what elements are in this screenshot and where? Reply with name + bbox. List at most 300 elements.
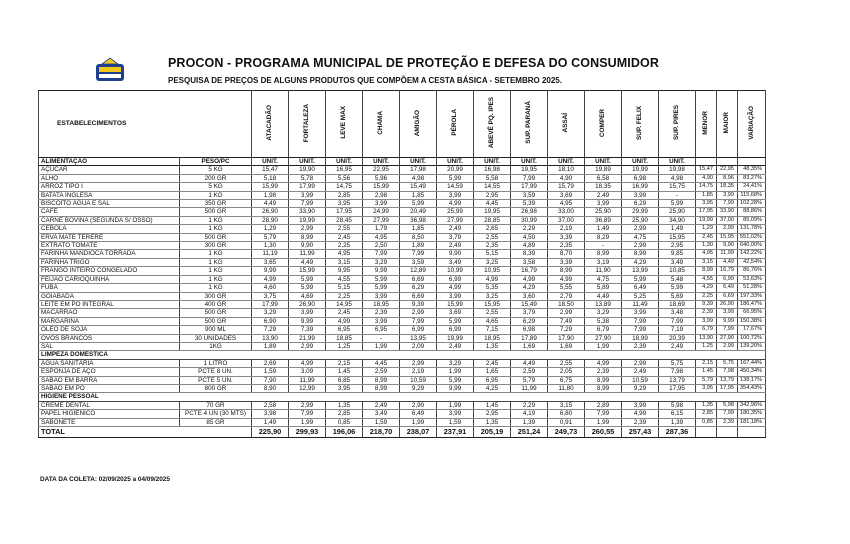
price-cell: 2,29	[511, 401, 548, 409]
min-price: 1,25	[696, 342, 717, 350]
price-cell: 1,99	[585, 342, 622, 350]
price-cell: 4,99	[585, 359, 622, 367]
price-cell: 3,39	[548, 233, 585, 241]
price-cell: 3,95	[326, 200, 363, 208]
table-row	[39, 250, 766, 258]
price-cell: 7,99	[400, 250, 437, 258]
price-cell: 7,99	[622, 317, 659, 325]
price-cell: 14,59	[437, 183, 474, 191]
min-price: 4,55	[696, 275, 717, 283]
price-cell: 6,99	[400, 326, 437, 334]
product-weight: 5 KG	[180, 183, 252, 191]
price-cell: 6,79	[585, 326, 622, 334]
min-price: 2,15	[696, 359, 717, 367]
min-price: 2,39	[696, 309, 717, 317]
price-cell: 15,99	[289, 267, 326, 275]
price-cell: 2,55	[326, 225, 363, 233]
table-row	[39, 208, 766, 216]
price-cell: 4,60	[252, 284, 289, 292]
min-price: 6,79	[696, 326, 717, 334]
price-cell: 2,45	[326, 233, 363, 241]
price-cell: 8,99	[622, 250, 659, 258]
table-row	[39, 418, 766, 426]
store-header: PÉROLA	[437, 91, 474, 158]
price-cell: 2,39	[622, 342, 659, 350]
price-cell: 3,99	[363, 317, 400, 325]
price-cell: 1,25	[326, 342, 363, 350]
price-cell: 29,99	[622, 208, 659, 216]
unit-row	[39, 158, 766, 166]
price-cell: 3,59	[511, 191, 548, 199]
min-price: 13,90	[696, 334, 717, 342]
total-cell: 205,19	[474, 427, 511, 438]
price-cell: 8,99	[363, 376, 400, 384]
price-cell: 5,99	[289, 275, 326, 283]
total-cell: 238,07	[400, 427, 437, 438]
min-price: 1,35	[696, 401, 717, 409]
price-cell: 19,99	[622, 166, 659, 174]
total-cell: 249,73	[548, 427, 585, 438]
price-cell: 7,49	[548, 317, 585, 325]
price-cell: 3,25	[474, 258, 511, 266]
table-row	[39, 368, 766, 376]
price-cell: 18,50	[548, 300, 585, 308]
price-cell: 15,47	[252, 166, 289, 174]
price-cell: 1,99	[437, 401, 474, 409]
price-cell: 4,99	[437, 284, 474, 292]
price-cell: 14,95	[326, 300, 363, 308]
product-weight: 1 KG	[180, 267, 252, 275]
price-cell: 8,99	[585, 376, 622, 384]
price-cell: 22,95	[363, 166, 400, 174]
price-cell: 28,45	[326, 216, 363, 224]
price-cell: 5,99	[659, 200, 696, 208]
table-row	[39, 359, 766, 367]
section-row	[39, 351, 766, 359]
product-weight: 1 LITRO	[180, 359, 252, 367]
total-cell: 225,90	[252, 427, 289, 438]
max-price: 37,00	[717, 216, 738, 224]
price-cell: 6,29	[511, 317, 548, 325]
table-row	[39, 384, 766, 392]
price-cell: 14,75	[326, 183, 363, 191]
product-weight: PCTE 5 UN.	[180, 376, 252, 384]
max-price: 27,90	[717, 334, 738, 342]
max-price: 11,99	[717, 250, 738, 258]
price-cell: 17,89	[511, 334, 548, 342]
price-cell: 9,99	[363, 267, 400, 275]
price-cell: 1,99	[400, 418, 437, 426]
max-price: 17,95	[717, 384, 738, 392]
stat-header-variation: VARIAÇÃO	[738, 91, 766, 158]
price-cell: 3,48	[659, 309, 696, 317]
price-cell: 16,98	[474, 166, 511, 174]
price-cell: 18,95	[474, 334, 511, 342]
min-price: 2,25	[696, 292, 717, 300]
price-cell: 4,25	[474, 384, 511, 392]
price-cell: 5,99	[363, 284, 400, 292]
price-cell: 6,98	[622, 174, 659, 182]
price-cell: 7,29	[548, 326, 585, 334]
price-cell: 13,89	[585, 300, 622, 308]
price-cell: 2,49	[585, 191, 622, 199]
total-cell: 251,24	[511, 427, 548, 438]
variation: 150,38%	[738, 317, 766, 325]
price-cell: 2,90	[400, 401, 437, 409]
section-row	[39, 393, 766, 401]
price-cell: 7,99	[363, 250, 400, 258]
price-cell: 26,98	[511, 208, 548, 216]
price-cell: 2,95	[659, 242, 696, 250]
price-cell: 2,55	[474, 233, 511, 241]
price-cell: 4,99	[437, 200, 474, 208]
price-cell: 3,58	[511, 258, 548, 266]
min-price: 3,99	[696, 317, 717, 325]
product-weight: 5 KG	[180, 166, 252, 174]
product-weight: 900 ML	[180, 326, 252, 334]
price-cell: 1,89	[400, 242, 437, 250]
price-cell: 17,95	[659, 384, 696, 392]
total-label: TOTAL	[39, 427, 252, 438]
min-price: 3,95	[696, 384, 717, 392]
price-cell: 3,59	[400, 258, 437, 266]
price-cell: 0,85	[326, 418, 363, 426]
min-price: 3,95	[696, 200, 717, 208]
max-price: 6,99	[717, 275, 738, 283]
price-cell: 1,30	[252, 242, 289, 250]
price-cell: 1,85	[400, 191, 437, 199]
price-cell: 2,99	[622, 225, 659, 233]
price-cell: 18,95	[363, 300, 400, 308]
price-cell: 1,35	[326, 401, 363, 409]
price-cell: 10,85	[659, 267, 696, 275]
price-cell: 3,29	[363, 258, 400, 266]
price-cell: 7,99	[400, 317, 437, 325]
price-cell: 8,99	[585, 384, 622, 392]
price-cell: 2,99	[548, 309, 585, 317]
table-row	[39, 174, 766, 182]
max-price: 9,99	[717, 317, 738, 325]
price-cell: 5,56	[326, 174, 363, 182]
price-cell: 5,58	[474, 174, 511, 182]
price-cell: 5,15	[474, 250, 511, 258]
price-cell: 17,90	[548, 334, 585, 342]
price-cell: -	[363, 334, 400, 342]
price-cell: 4,49	[289, 258, 326, 266]
table-body	[39, 158, 766, 438]
unit-label: UNIT.	[585, 158, 622, 166]
price-cell: 7,99	[289, 410, 326, 418]
price-cell: 7,99	[622, 326, 659, 334]
price-cell: 1,49	[659, 225, 696, 233]
price-cell: 5,78	[289, 174, 326, 182]
price-cell: 2,49	[437, 225, 474, 233]
price-cell: 3,69	[548, 191, 585, 199]
price-cell: 1,59	[363, 418, 400, 426]
product-name: CREME DENTAL	[39, 401, 180, 409]
max-price: 6,69	[717, 292, 738, 300]
table-row	[39, 376, 766, 384]
max-price: 26,90	[717, 300, 738, 308]
price-cell: 6,95	[474, 376, 511, 384]
product-name: FARINHA TRIGO	[39, 258, 180, 266]
price-cell: 2,99	[400, 309, 437, 317]
price-cell: 6,49	[622, 284, 659, 292]
total-cell: 287,36	[659, 427, 696, 438]
price-cell: 16,99	[622, 183, 659, 191]
max-price: 7,99	[717, 326, 738, 334]
price-cell: 15,99	[437, 300, 474, 308]
variation: 115,68%	[738, 191, 766, 199]
price-cell: 3,15	[326, 258, 363, 266]
price-cell: 18,35	[585, 183, 622, 191]
product-weight: 200 GR	[180, 174, 252, 182]
price-cell: 5,15	[326, 284, 363, 292]
price-cell: 4,75	[585, 275, 622, 283]
price-cell: 4,55	[326, 275, 363, 283]
min-price: 15,47	[696, 166, 717, 174]
price-cell: 1,45	[326, 368, 363, 376]
price-cell: 2,55	[548, 359, 585, 367]
price-cell: 7,99	[289, 200, 326, 208]
price-cell: 3,09	[289, 368, 326, 376]
variation: 180,35%	[738, 410, 766, 418]
price-cell: 36,89	[585, 216, 622, 224]
price-cell: 3,79	[511, 309, 548, 317]
price-cell: 7,29	[252, 326, 289, 334]
price-cell: -	[585, 242, 622, 250]
product-weight: 350 GR	[180, 200, 252, 208]
price-cell: 3,99	[622, 309, 659, 317]
price-cell: 5,99	[289, 284, 326, 292]
table-row	[39, 200, 766, 208]
variation: 100,72%	[738, 334, 766, 342]
price-cell: 16,95	[326, 166, 363, 174]
price-cell: 26,90	[252, 208, 289, 216]
price-cell: 3,99	[437, 191, 474, 199]
unit-label: UNIT.	[622, 158, 659, 166]
price-cell: 3,49	[363, 410, 400, 418]
price-cell: 3,69	[437, 309, 474, 317]
min-price: 9,39	[696, 300, 717, 308]
price-cell: 1,99	[585, 418, 622, 426]
max-price: 7,98	[717, 368, 738, 376]
price-cell: 8,99	[585, 250, 622, 258]
price-cell: 5,38	[585, 317, 622, 325]
price-cell: 17,99	[289, 183, 326, 191]
unit-label: UNIT.	[511, 158, 548, 166]
price-cell: 27,90	[585, 334, 622, 342]
price-cell: 1,35	[474, 418, 511, 426]
price-cell: 11,19	[252, 250, 289, 258]
price-cell: 19,95	[511, 166, 548, 174]
price-cell: 1,69	[548, 342, 585, 350]
price-cell: 6,69	[400, 292, 437, 300]
product-name: ALHO	[39, 174, 180, 182]
min-price: 8,99	[696, 267, 717, 275]
estab-header: ESTABELECIMENTOS	[39, 91, 252, 158]
price-cell: 4,45	[474, 200, 511, 208]
price-cell: 5,99	[437, 317, 474, 325]
price-cell: 9,85	[659, 250, 696, 258]
section-label: ALIMENTAÇÃO	[39, 158, 180, 166]
price-cell: 2,79	[548, 292, 585, 300]
price-cell: 33,00	[548, 208, 585, 216]
price-cell: 13,90	[252, 334, 289, 342]
store-header: COMPER	[585, 91, 622, 158]
price-cell: 5,96	[363, 174, 400, 182]
price-cell: 6,98	[511, 326, 548, 334]
product-name: FEIJÃO CARIOQUINHA	[39, 275, 180, 283]
price-cell: 2,19	[548, 225, 585, 233]
variation: 186,47%	[738, 300, 766, 308]
max-price: 7,99	[717, 200, 738, 208]
price-cell: 4,19	[511, 410, 548, 418]
price-cell: 3,15	[548, 401, 585, 409]
price-cell: 3,75	[252, 292, 289, 300]
price-cell: 2,05	[548, 368, 585, 376]
price-cell: 9,39	[400, 300, 437, 308]
price-cell: 3,49	[437, 258, 474, 266]
price-cell: 6,58	[585, 174, 622, 182]
unit-label: UNIT.	[659, 158, 696, 166]
table-row	[39, 300, 766, 308]
price-cell: 20,49	[400, 208, 437, 216]
price-cell: 9,99	[252, 267, 289, 275]
price-cell: 11,80	[548, 384, 585, 392]
product-name: FRANGO INTEIRO CONGELADO	[39, 267, 180, 275]
price-cell: 3,99	[437, 410, 474, 418]
price-cell: 3,39	[548, 258, 585, 266]
price-cell: 3,98	[252, 410, 289, 418]
store-header: ABEVÊ PQ. IPES	[474, 91, 511, 158]
max-price: 2,99	[717, 342, 738, 350]
price-cell: 2,39	[585, 368, 622, 376]
total-cell: 299,93	[289, 427, 326, 438]
variation: 85,09%	[738, 216, 766, 224]
price-cell: 5,75	[659, 359, 696, 367]
min-price: 0,85	[696, 418, 717, 426]
max-price: 22,95	[717, 166, 738, 174]
price-cell: 1,89	[252, 342, 289, 350]
price-cell: 7,99	[511, 174, 548, 182]
unit-label: UNIT.	[548, 158, 585, 166]
product-name: SABONETE	[39, 418, 180, 426]
product-name: MARGARINA	[39, 317, 180, 325]
store-header: LEVE MAX	[326, 91, 363, 158]
price-cell: 2,55	[474, 309, 511, 317]
product-name: PAPEL HIGIÊNICO	[39, 410, 180, 418]
store-header: ASSAÍ	[548, 91, 585, 158]
product-weight: 1KG	[180, 342, 252, 350]
price-cell: 1,99	[289, 418, 326, 426]
max-price: 3,99	[717, 309, 738, 317]
max-price: 5,75	[717, 359, 738, 367]
table-row	[39, 183, 766, 191]
price-cell: 17,98	[400, 166, 437, 174]
price-cell: 4,99	[252, 275, 289, 283]
price-cell: 4,95	[363, 233, 400, 241]
price-cell: 2,99	[289, 225, 326, 233]
price-cell: 7,99	[585, 410, 622, 418]
price-cell: 2,58	[252, 401, 289, 409]
price-cell: 4,99	[511, 275, 548, 283]
max-price: 7,99	[717, 410, 738, 418]
min-price: 5,79	[696, 376, 717, 384]
price-cell: 19,99	[289, 216, 326, 224]
table-row	[39, 326, 766, 334]
price-cell: 1,98	[252, 191, 289, 199]
price-cell: 1,49	[252, 418, 289, 426]
price-cell: 15,75	[659, 183, 696, 191]
price-cell: 7,19	[659, 326, 696, 334]
price-cell: 4,69	[289, 292, 326, 300]
table-row	[39, 258, 766, 266]
price-cell: 30,99	[511, 216, 548, 224]
price-cell: 21,99	[289, 334, 326, 342]
variation: 640,00%	[738, 242, 766, 250]
price-cell: 2,49	[437, 242, 474, 250]
price-cell: 8,70	[548, 250, 585, 258]
collection-date: DATA DA COLETA: 02/09/2025 a 04/09/2025	[40, 476, 170, 483]
total-row	[39, 427, 766, 438]
price-cell: 19,89	[585, 166, 622, 174]
price-cell: 37,00	[548, 216, 585, 224]
min-price: 1,45	[696, 368, 717, 376]
price-cell: 3,95	[326, 384, 363, 392]
table-row	[39, 342, 766, 350]
product-name: BISCOITO ÁGUA E SAL	[39, 200, 180, 208]
price-cell: 9,99	[289, 317, 326, 325]
table-row	[39, 309, 766, 317]
min-price: 1,85	[696, 191, 717, 199]
price-cell: 10,99	[437, 267, 474, 275]
product-weight: 300 GR	[180, 292, 252, 300]
price-cell: 2,45	[474, 359, 511, 367]
price-cell: 5,99	[363, 275, 400, 283]
total-cell: 237,91	[437, 427, 474, 438]
min-price: 19,99	[696, 216, 717, 224]
product-name: SAL	[39, 342, 180, 350]
price-cell: 3,99	[585, 200, 622, 208]
price-cell: 2,39	[622, 418, 659, 426]
price-cell: 1,99	[363, 342, 400, 350]
price-cell: 3,29	[585, 309, 622, 317]
price-cell: 3,99	[363, 200, 400, 208]
product-name: ÓLEO DE SOJA	[39, 326, 180, 334]
min-price: 1,29	[696, 225, 717, 233]
store-header: SUP. PARANÁ	[511, 91, 548, 158]
min-price: 2,45	[696, 233, 717, 241]
price-cell: 1,69	[511, 342, 548, 350]
product-name: CAFÉ	[39, 208, 180, 216]
product-name: EXTRATO TOMATE	[39, 242, 180, 250]
product-weight: 85 GR	[180, 418, 252, 426]
price-cell: 10,59	[622, 376, 659, 384]
variation: 48,35%	[738, 166, 766, 174]
product-weight: 500 GR	[180, 208, 252, 216]
store-header: SUP. FELIX	[622, 91, 659, 158]
price-cell: 10,59	[400, 376, 437, 384]
price-cell: 11,99	[511, 384, 548, 392]
total-cell: 260,55	[585, 427, 622, 438]
price-cell: 9,95	[326, 267, 363, 275]
min-price: 4,90	[696, 174, 717, 182]
variation: 42,54%	[738, 258, 766, 266]
price-cell: 3,99	[622, 191, 659, 199]
price-cell: 17,99	[511, 183, 548, 191]
price-cell: 2,98	[363, 191, 400, 199]
